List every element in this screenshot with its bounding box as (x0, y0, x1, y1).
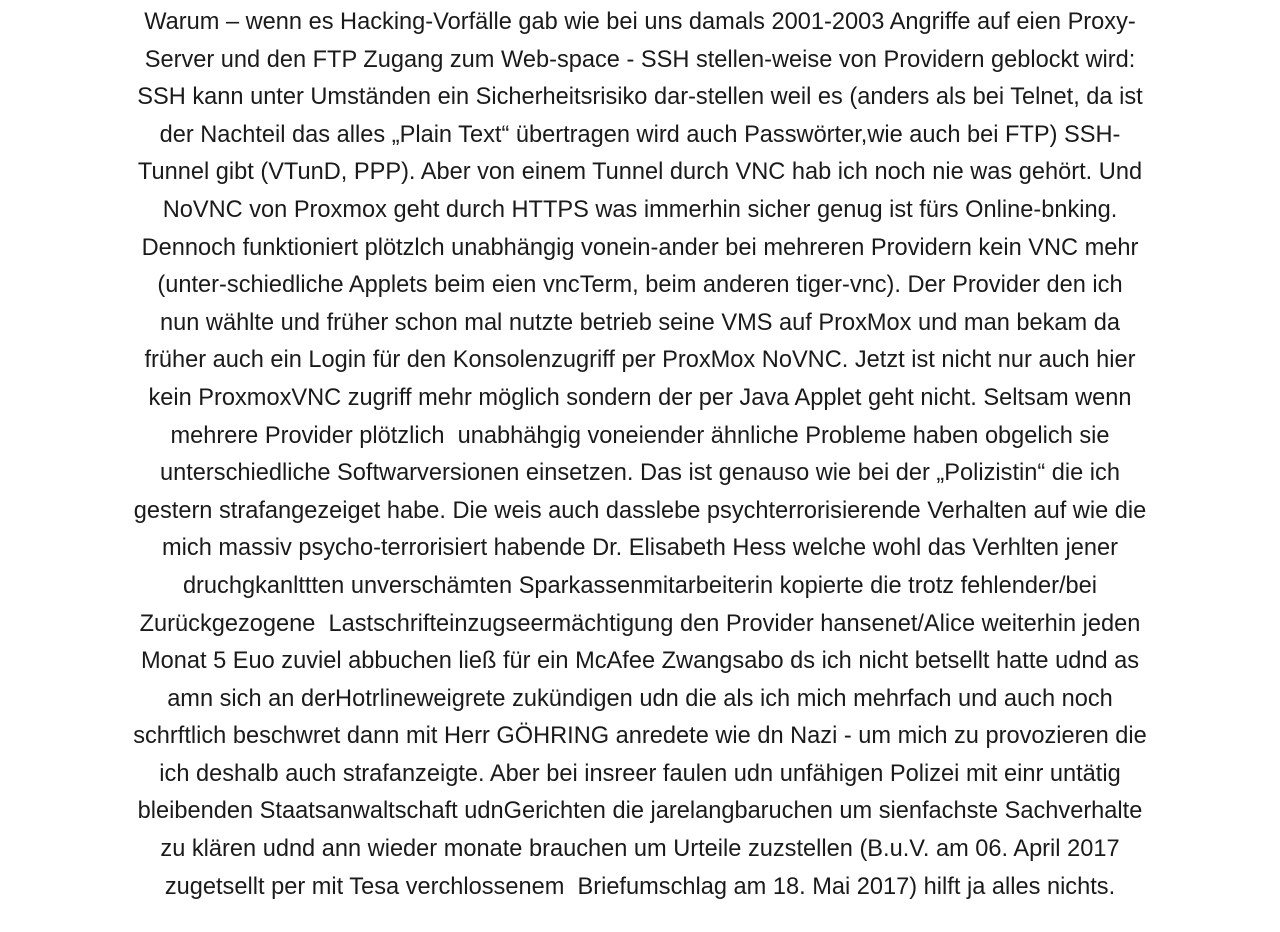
text-line: unterschiedliche Softwarversionen einsetzen. Das ist genauso wie bei der „Polizistin“ die ich (160, 460, 1120, 487)
text-line: Warum – wenn es Hacking-Vorfälle gab wie bei uns damals 2001-2003 Angriffe auf eien Proxy- (144, 9, 1136, 35)
text-line: Server und den FTP Zugang zum Web-space - SSH stellen-weise von Providern geblockt wird: (144, 46, 1136, 73)
slide-text-block (0, 4, 1280, 906)
text-line: mich massiv psycho-terrorisiert habende Dr. Elisabeth Hess welche wohl das Verhlten jener (162, 535, 1118, 562)
text-line: mehrere Provider plötzlich unabhähgig voneiender ähnliche Probleme haben obgelich sie (170, 422, 1110, 449)
text-line: druchgkanlttten unverschämten Sparkassenmitarbeiterin kopierte die trotz fehlender/bei (182, 572, 1098, 599)
text-line: schrftlich beschwret dann mit Herr GÖHRING anredete wie dn Nazi - um mich zu provozieren die (133, 723, 1147, 750)
text-line: zu klären udnd ann wieder monate brauchen um Urteile zuzstellen (B.u.V. am 06. April 2017 (160, 836, 1120, 863)
text-line: NoVNC von Proxmox geht durch HTTPS was immerhin sicher genug ist fürs Online-bnking. (162, 196, 1118, 223)
text-line: (unter-schiedliche Applets beim eien vncTerm, beim anderen tiger-vnc). Der Provider den ich (157, 272, 1123, 299)
text-line: Dennoch funktioniert plötzlch unabhängig vonein-ander bei mehreren Providern kein VNC mehr (141, 234, 1139, 261)
text-line: Tunnel gibt (VTunD, PPP). Aber von einem Tunnel durch VNC hab ich noch nie was gehört. Und (137, 159, 1143, 186)
text-line: früher auch ein Login für den Konsolenzugriff per ProxMox NoVNC. Jetzt ist nicht nur auch hier (144, 347, 1136, 374)
text-line: der Nachteil das alles „Plain Text“ übertragen wird auch Passwörter,wie auch bei FTP) SSH- (159, 121, 1121, 148)
text-line: kein ProxmoxVNC zugriff mehr möglich sondern der per Java Applet geht nicht. Seltsam wenn (148, 384, 1132, 411)
text-line: zugetsellt per mit Tesa verchlossenem Briefumschlag am 18. Mai 2017) hilft ja alles nichts. (164, 873, 1116, 900)
text-line: gestern strafangezeiget habe. Die weis auch dasslebe psychterrorisierende Verhalten auf wie die (133, 497, 1147, 524)
text-line: Monat 5 Euo zuviel abbuchen ließ für ein McAfee Zwangsabo ds ich nicht betsellt hatte udnd as (140, 648, 1140, 675)
text-line: amn sich an derHotrlineweigrete zukündigen udn die als ich mich mehrfach und auch noch (167, 685, 1113, 712)
text-line: ich deshalb auch strafanzeigte. Aber bei insreer faulen udn unfähigen Polizei mit einr untätig (159, 760, 1121, 787)
text-line: Zurückgezogene Lastschrifteinzugseermächtigung den Provider hansenet/Alice weiterhin jeden (139, 610, 1141, 637)
text-line: nun wählte und früher schon mal nutzte betrieb seine VMS auf ProxMox und man bekam da (159, 309, 1121, 336)
text-line: bleibenden Staatsanwaltschaft udnGerichten die jarelangbaruchen um sienfachste Sachverhalte (137, 798, 1143, 825)
text-line: SSH kann unter Umständen ein Sicherheitsrisiko dar-stellen weil es (anders als bei Telnet, da ist (137, 84, 1143, 111)
